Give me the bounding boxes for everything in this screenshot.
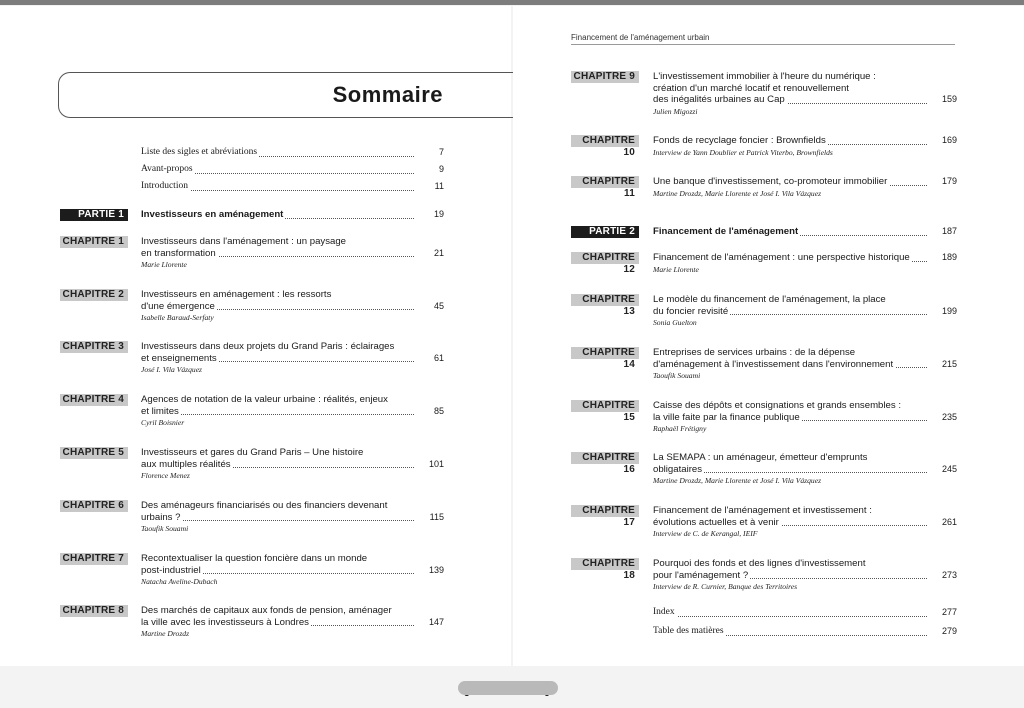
chapter-badge: CHAPITRE 4 [60, 394, 128, 406]
toc-page-number: 179 [941, 176, 957, 186]
toc-entry-partie-1[interactable] [141, 209, 444, 221]
chapter-title-last-line[interactable] [653, 412, 957, 424]
chapter-author: Marie Llorente [653, 264, 699, 274]
toc-page-number: 199 [941, 305, 957, 316]
toc-entry-avant-propos[interactable] [141, 164, 444, 176]
chapter-title-last-line[interactable] [141, 617, 444, 629]
chapter-title-line: et enseignements [141, 352, 217, 364]
chapter-title-last-line[interactable] [141, 353, 444, 365]
toc-page-number: 189 [941, 252, 957, 262]
toc-page-number: 45 [433, 300, 444, 311]
chapter-title-last-line[interactable] [141, 406, 444, 418]
chapter-author: José I. Vila Vázquez [141, 365, 203, 374]
chapter-title-last-line[interactable] [653, 176, 957, 188]
chapter-badge: CHAPITRE 1 [60, 236, 128, 248]
chapter-title-line: et limites [141, 405, 179, 417]
toc-page-number: 279 [941, 626, 957, 636]
chapter-author: Cyril Boisnier [141, 418, 185, 427]
chapter-author: Isabelle Baraud-Serfaty [141, 313, 214, 322]
running-head: Financement de l'aménagement urbain [571, 33, 710, 42]
chapter-title-line: évolutions actuelles et à venir [653, 516, 779, 528]
chapter-title-line: urbains ? [141, 511, 181, 523]
chapter-title-line: d'aménagement à l'investissement dans l'environnement [653, 358, 894, 370]
toc-page-number: 261 [941, 516, 957, 527]
toc-entry-introduction[interactable] [141, 181, 444, 193]
partie-badge: PARTIE 2 [571, 226, 639, 238]
viewer-top-bar [0, 0, 1024, 5]
page-title: Sommaire [332, 82, 443, 107]
toc-entry-label: Investisseurs en aménagement [141, 209, 284, 220]
toc-page-number: 7 [438, 147, 444, 157]
toc-page-number: 169 [941, 135, 957, 145]
chapter-badge: CHAPITRE 18 [571, 558, 639, 570]
chapter-badge: CHAPITRE 11 [571, 176, 639, 188]
chapter-title-line[interactable]: Des aménageurs financiarisés ou des financiers devenant [141, 500, 388, 511]
chapter-title-last-line[interactable] [141, 248, 444, 260]
toc-page-number: 187 [941, 226, 957, 236]
chapter-title-line[interactable]: Recontextualiser la question foncière dans un monde [141, 553, 368, 564]
toc-entry-label: Liste des sigles et abréviations [141, 147, 258, 157]
partie-badge: PARTIE 1 [60, 209, 128, 221]
chapter-badge: CHAPITRE 12 [571, 252, 639, 264]
toc-page-number: 19 [433, 209, 444, 219]
chapter-title-line[interactable]: Le modèle du financement de l'aménagement, la place [653, 294, 886, 305]
toc-page-number: 273 [941, 569, 957, 580]
chapter-title-line: la ville avec les investisseurs à Londres [141, 616, 309, 628]
toc-entry-partie-2[interactable] [653, 226, 957, 238]
toc-entry-label: Financement de l'aménagement [653, 226, 799, 237]
chapter-title-line[interactable]: création d'un marché locatif et renouvellement [653, 82, 849, 94]
chapter-title-line[interactable]: Investisseurs et gares du Grand Paris – Une histoire [141, 447, 364, 458]
chapter-title-line[interactable]: Agences de notation de la valeur urbaine : réalités, enjeux [141, 394, 388, 405]
chapter-title-last-line[interactable] [653, 570, 957, 582]
chapter-author: Interview de R. Curnier, Banque des Territoires [653, 582, 798, 591]
chapter-badge: CHAPITRE 17 [571, 505, 639, 517]
chapter-title-line[interactable]: L'investissement immobilier à l'heure du numérique : [653, 71, 876, 82]
chapter-author: Interview de C. de Kerangal, IEIF [653, 529, 758, 538]
chapter-title-last-line[interactable] [653, 252, 957, 264]
chapter-title-last-line[interactable] [653, 94, 957, 106]
toc-page-number: 11 [434, 181, 444, 191]
page-number-bar [458, 681, 558, 695]
chapter-author: Julien Migozzi [653, 106, 698, 116]
chapter-author: Martine Drozdz, Marie Llorente et José I. Vila Vázquez [653, 188, 822, 198]
chapter-author: Taoufik Souami [141, 524, 189, 533]
toc-page-number: 21 [433, 247, 444, 258]
chapter-title-line: aux multiples réalités [141, 458, 231, 470]
toc-page-number: 245 [941, 463, 957, 474]
toc-page-number: 115 [429, 511, 444, 522]
chapter-badge: CHAPITRE 8 [60, 605, 128, 617]
right-page [513, 6, 1024, 666]
chapter-title-line[interactable]: Caisse des dépôts et consignations et grands ensembles : [653, 400, 901, 411]
chapter-title-line: obligataires [653, 463, 703, 475]
chapter-author: Marie Llorente [141, 260, 187, 269]
chapter-title-line: Une banque d'investissement, co-promoteur immobilier [653, 176, 888, 187]
chapter-title-line[interactable]: Investisseurs dans l'aménagement : un paysage [141, 236, 347, 247]
left-page [0, 6, 511, 666]
chapter-title-line[interactable]: Investisseurs dans deux projets du Grand Paris : éclairages [141, 341, 395, 352]
toc-entry-label: Index [653, 607, 675, 617]
chapter-badge: CHAPITRE 10 [571, 135, 639, 147]
chapter-title-line: des inégalités urbaines au Cap [653, 94, 785, 105]
chapter-title-last-line[interactable] [141, 565, 444, 577]
chapter-title-line: pour l'aménagement ? [653, 569, 749, 581]
toc-entry-label: Introduction [141, 181, 188, 191]
chapter-badge: CHAPITRE 7 [60, 553, 128, 565]
chapter-title-line: post-industriel [141, 564, 201, 576]
toc-entry-table-des-matieres[interactable] [653, 626, 957, 638]
toc-page-number: 215 [941, 358, 957, 369]
chapter-badge: CHAPITRE 9 [571, 71, 639, 83]
toc-page-number: 159 [941, 94, 957, 104]
chapter-title-line[interactable]: Investisseurs en aménagement : les ressorts [141, 289, 332, 300]
chapter-badge: CHAPITRE 3 [60, 341, 128, 353]
chapter-author: Natacha Aveline-Dubach [141, 577, 218, 586]
chapter-title-line[interactable]: La SEMAPA : un aménageur, émetteur d'emprunts [653, 452, 868, 463]
chapter-title-last-line[interactable] [653, 464, 957, 476]
toc-entry-sigles[interactable] [141, 147, 444, 159]
chapter-title-line: Financement de l'aménagement : une perspective historique [653, 252, 910, 263]
toc-page-number: 277 [941, 607, 957, 617]
toc-page-number: 61 [433, 352, 444, 363]
chapter-title-last-line[interactable] [141, 301, 444, 313]
running-head-rule [571, 44, 955, 45]
toc-page-number: 147 [428, 616, 444, 627]
toc-entry-label: Avant-propos [141, 164, 193, 174]
toc-page-number: 101 [428, 458, 444, 469]
chapter-title-last-line[interactable] [141, 459, 444, 471]
chapter-title-line: d'une émergence [141, 300, 215, 312]
chapter-author: Martine Drozdz [141, 629, 190, 638]
toc-page-number: 9 [438, 164, 444, 174]
chapter-author: Sonia Guelton [653, 318, 697, 327]
chapter-title-line: la ville faite par la finance publique [653, 411, 800, 423]
chapter-title-line: Fonds de recyclage foncier : Brownfields [653, 135, 826, 146]
chapter-author: Taoufik Souami [653, 371, 701, 380]
chapter-badge: CHAPITRE 14 [571, 347, 639, 359]
chapter-author: Florence Menez [141, 471, 190, 480]
chapter-badge: CHAPITRE 2 [60, 289, 128, 301]
chapter-title-last-line[interactable] [653, 517, 957, 529]
chapter-title-line[interactable]: Des marchés de capitaux aux fonds de pension, aménager [141, 605, 392, 616]
chapter-title-line: en transformation [141, 247, 216, 259]
chapter-title-last-line[interactable] [653, 359, 957, 371]
toc-page-number: 139 [428, 564, 444, 575]
chapter-title-last-line[interactable] [653, 306, 957, 318]
chapter-badge: CHAPITRE 6 [60, 500, 128, 512]
chapter-author: Raphaël Frétigny [653, 424, 707, 433]
toc-page-number: 235 [941, 411, 957, 422]
chapter-title-line[interactable]: Entreprises de services urbains : de la dépense [653, 347, 856, 358]
toc-entry-label: Table des matières [653, 626, 724, 636]
chapter-badge: CHAPITRE 13 [571, 294, 639, 306]
chapter-title-last-line[interactable] [653, 135, 957, 147]
leader-dots [141, 414, 414, 415]
chapter-title-line[interactable]: Pourquoi des fonds et des lignes d'investissement [653, 558, 866, 569]
chapter-badge: CHAPITRE 16 [571, 452, 639, 464]
chapter-author: Martine Drozdz, Marie Llorente et José I. Vila Vázquez [653, 476, 822, 485]
chapter-title-line: du foncier revisité [653, 305, 729, 317]
toc-page-number: 85 [433, 405, 444, 416]
chapter-author: Interview de Yann Doublier et Patrick Viterbo, Brownfields [653, 147, 833, 157]
chapter-badge: CHAPITRE 15 [571, 400, 639, 412]
chapter-title-line[interactable]: Financement de l'aménagement et investissement : [653, 505, 872, 516]
chapter-badge: CHAPITRE 5 [60, 447, 128, 459]
chapter-title-last-line[interactable] [141, 512, 444, 524]
toc-entry-index[interactable] [653, 607, 957, 619]
